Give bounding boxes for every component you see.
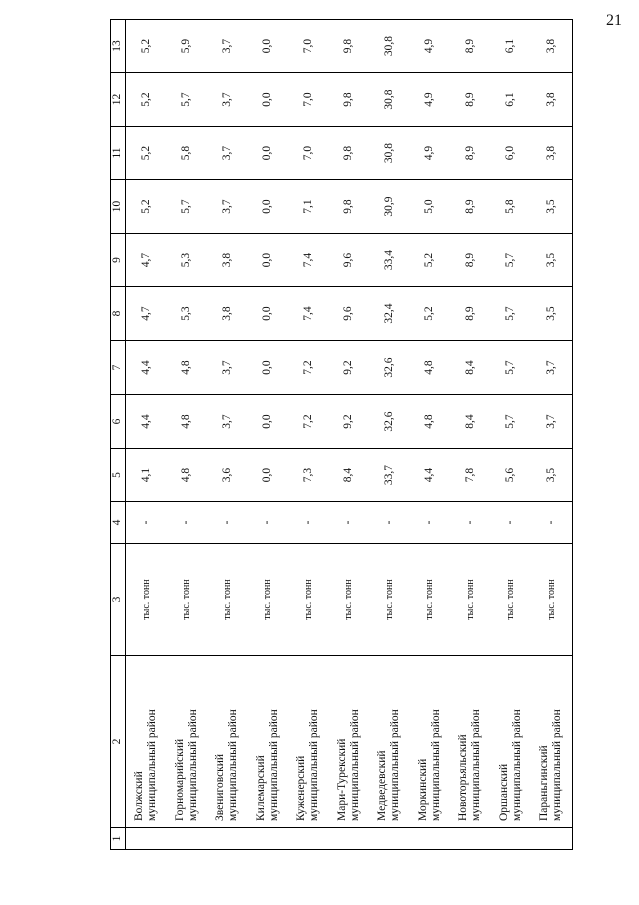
value-cell: 5,7: [491, 395, 532, 449]
value-cell: 8,9: [450, 287, 491, 341]
value-cell: 4,8: [410, 341, 451, 395]
dash-cell: -: [491, 502, 532, 544]
district-type: муниципальный район: [510, 709, 523, 821]
unit-cell: тыс. тонн: [531, 544, 572, 656]
value-cell: 8,9: [450, 180, 491, 234]
value-cell: 5,2: [126, 127, 167, 180]
district-type: муниципальный район: [551, 709, 564, 821]
district-name-cell: [207, 656, 248, 828]
dash-cell: -: [248, 502, 289, 544]
district-name: Медведевский: [376, 750, 389, 821]
value-cell: 0,0: [248, 341, 289, 395]
value-cell: 32,6: [369, 341, 410, 395]
unit-cell: тыс. тонн: [126, 544, 167, 656]
unit-cell: тыс. тонн: [207, 544, 248, 656]
table-row: [369, 20, 410, 850]
value-cell: 33,4: [369, 234, 410, 287]
district-name-cell: [288, 656, 329, 828]
value-cell: 7,4: [288, 234, 329, 287]
dash-cell: -: [329, 502, 370, 544]
value-cell: 5,7: [491, 341, 532, 395]
row-index-cell: [167, 828, 208, 850]
value-cell: 5,9: [167, 20, 208, 73]
dash-cell: -: [450, 502, 491, 544]
district-name-cell: [531, 656, 572, 828]
value-cell: 9,2: [329, 395, 370, 449]
value-cell: 4,4: [126, 395, 167, 449]
value-cell: 5,6: [491, 449, 532, 502]
value-cell: 0,0: [248, 234, 289, 287]
value-cell: 5,0: [410, 180, 451, 234]
value-cell: 32,4: [369, 287, 410, 341]
district-name-cell: [248, 656, 289, 828]
header-cell: 2: [111, 656, 126, 828]
value-cell: 9,8: [329, 73, 370, 127]
row-index-cell: [207, 828, 248, 850]
value-cell: 5,7: [491, 287, 532, 341]
header-cell: 8: [111, 287, 126, 341]
value-cell: 3,7: [207, 395, 248, 449]
table-row: [450, 20, 491, 850]
page-number: 21: [606, 12, 622, 29]
district-name-cell: [167, 656, 208, 828]
value-cell: 7,0: [288, 127, 329, 180]
dash-cell: -: [126, 502, 167, 544]
value-cell: 7,2: [288, 341, 329, 395]
value-cell: 3,7: [531, 341, 572, 395]
value-cell: 5,8: [491, 180, 532, 234]
value-cell: 3,7: [207, 20, 248, 73]
value-cell: 5,3: [167, 234, 208, 287]
value-cell: 3,8: [531, 73, 572, 127]
row-index-cell: [126, 828, 167, 850]
district-name: Параньгинский: [538, 745, 551, 821]
row-index-cell: [491, 828, 532, 850]
rotated-table-container: [110, 20, 627, 850]
value-cell: 5,7: [491, 234, 532, 287]
value-cell: 3,7: [531, 395, 572, 449]
value-cell: 7,2: [288, 395, 329, 449]
value-cell: 5,2: [126, 180, 167, 234]
district-name-cell: [450, 656, 491, 828]
district-name-cell: [491, 656, 532, 828]
value-cell: 4,8: [167, 449, 208, 502]
value-cell: 3,8: [531, 127, 572, 180]
district-name: Моркинский: [416, 758, 429, 821]
table-row: [288, 20, 329, 850]
value-cell: 3,5: [531, 287, 572, 341]
value-cell: 5,2: [126, 73, 167, 127]
value-cell: 4,8: [410, 395, 451, 449]
data-table: [110, 19, 573, 850]
value-cell: 7,8: [450, 449, 491, 502]
table-row: [126, 20, 167, 850]
district-name-cell: [126, 656, 167, 828]
unit-cell: тыс. тонн: [167, 544, 208, 656]
value-cell: 9,6: [329, 287, 370, 341]
value-cell: 3,7: [207, 180, 248, 234]
dash-cell: -: [288, 502, 329, 544]
value-cell: 3,8: [531, 20, 572, 73]
unit-cell: тыс. тонн: [450, 544, 491, 656]
value-cell: 7,1: [288, 180, 329, 234]
district-name: Оршанский: [497, 763, 510, 821]
value-cell: 0,0: [248, 449, 289, 502]
dash-cell: -: [531, 502, 572, 544]
district-name-cell: [369, 656, 410, 828]
value-cell: 8,9: [450, 127, 491, 180]
district-name: Звениговский: [214, 753, 227, 821]
dash-cell: -: [369, 502, 410, 544]
table-row: [167, 20, 208, 850]
value-cell: 33,7: [369, 449, 410, 502]
value-cell: 9,8: [329, 127, 370, 180]
district-type: муниципальный район: [389, 709, 402, 821]
value-cell: 30,9: [369, 180, 410, 234]
district-name-cell: [410, 656, 451, 828]
value-cell: 3,7: [207, 127, 248, 180]
value-cell: 3,6: [207, 449, 248, 502]
value-cell: 9,6: [329, 234, 370, 287]
table-row: [410, 20, 451, 850]
header-row: [111, 20, 126, 850]
row-index-cell: [531, 828, 572, 850]
header-cell: 10: [111, 180, 126, 234]
value-cell: 7,4: [288, 287, 329, 341]
value-cell: 0,0: [248, 180, 289, 234]
row-index-cell: [369, 828, 410, 850]
unit-cell: тыс. тонн: [491, 544, 532, 656]
district-type: муниципальный район: [308, 709, 321, 821]
row-index-cell: [329, 828, 370, 850]
value-cell: 5,8: [167, 127, 208, 180]
value-cell: 0,0: [248, 287, 289, 341]
district-name: Новоторъяльский: [457, 734, 470, 821]
value-cell: 8,9: [450, 20, 491, 73]
row-index-cell: [410, 828, 451, 850]
district-type: муниципальный район: [227, 709, 240, 821]
header-cell: 11: [111, 127, 126, 180]
district-type: муниципальный район: [470, 709, 483, 821]
value-cell: 0,0: [248, 73, 289, 127]
row-index-cell: [248, 828, 289, 850]
row-index-cell: [450, 828, 491, 850]
value-cell: 9,8: [329, 20, 370, 73]
district-type: муниципальный район: [429, 709, 442, 821]
value-cell: 3,8: [207, 287, 248, 341]
district-type: муниципальный район: [348, 709, 361, 821]
unit-cell: тыс. тонн: [329, 544, 370, 656]
value-cell: 5,2: [126, 20, 167, 73]
header-cell: 6: [111, 395, 126, 449]
row-index-cell: [288, 828, 329, 850]
value-cell: 5,2: [410, 287, 451, 341]
value-cell: 8,4: [450, 395, 491, 449]
header-cell: 13: [111, 20, 126, 73]
value-cell: 3,5: [531, 180, 572, 234]
value-cell: 8,4: [450, 341, 491, 395]
value-cell: 3,7: [207, 73, 248, 127]
value-cell: 4,7: [126, 234, 167, 287]
value-cell: 4,4: [126, 341, 167, 395]
value-cell: 0,0: [248, 20, 289, 73]
value-cell: 4,8: [167, 395, 208, 449]
table-row: [207, 20, 248, 850]
district-type: муниципальный район: [267, 709, 280, 821]
value-cell: 5,3: [167, 287, 208, 341]
value-cell: 0,0: [248, 395, 289, 449]
value-cell: 8,9: [450, 73, 491, 127]
table-row: [248, 20, 289, 850]
unit-cell: тыс. тонн: [288, 544, 329, 656]
table-row: [531, 20, 572, 850]
district-name: Волжский: [133, 771, 146, 821]
value-cell: 9,2: [329, 341, 370, 395]
value-cell: 8,9: [450, 234, 491, 287]
value-cell: 4,9: [410, 127, 451, 180]
dash-cell: -: [167, 502, 208, 544]
value-cell: 8,4: [329, 449, 370, 502]
table-row: [491, 20, 532, 850]
value-cell: 4,4: [410, 449, 451, 502]
value-cell: 4,9: [410, 20, 451, 73]
table-row: [329, 20, 370, 850]
district-name-cell: [329, 656, 370, 828]
district-name: Килемарский: [254, 755, 267, 821]
value-cell: 6,1: [491, 73, 532, 127]
unit-cell: тыс. тонн: [369, 544, 410, 656]
value-cell: 9,8: [329, 180, 370, 234]
value-cell: 7,3: [288, 449, 329, 502]
value-cell: 4,9: [410, 73, 451, 127]
value-cell: 7,0: [288, 73, 329, 127]
district-name: Горномарийский: [173, 738, 186, 821]
header-cell: 5: [111, 449, 126, 502]
header-cell: 9: [111, 234, 126, 287]
value-cell: 4,7: [126, 287, 167, 341]
header-cell: 7: [111, 341, 126, 395]
unit-cell: тыс. тонн: [410, 544, 451, 656]
district-name: Куженерский: [295, 755, 308, 821]
value-cell: 6,0: [491, 127, 532, 180]
district-type: муниципальный район: [186, 709, 199, 821]
value-cell: 30,8: [369, 73, 410, 127]
header-cell: 3: [111, 544, 126, 656]
header-cell: 4: [111, 502, 126, 544]
value-cell: 30,8: [369, 20, 410, 73]
dash-cell: -: [207, 502, 248, 544]
value-cell: 0,0: [248, 127, 289, 180]
dash-cell: -: [410, 502, 451, 544]
value-cell: 3,8: [207, 234, 248, 287]
value-cell: 5,7: [167, 73, 208, 127]
unit-cell: тыс. тонн: [248, 544, 289, 656]
value-cell: 32,6: [369, 395, 410, 449]
value-cell: 3,5: [531, 234, 572, 287]
district-type: муниципальный район: [146, 709, 159, 821]
value-cell: 7,0: [288, 20, 329, 73]
value-cell: 5,7: [167, 180, 208, 234]
value-cell: 30,8: [369, 127, 410, 180]
value-cell: 3,5: [531, 449, 572, 502]
value-cell: 5,2: [410, 234, 451, 287]
value-cell: 3,7: [207, 341, 248, 395]
value-cell: 4,8: [167, 341, 208, 395]
value-cell: 4,1: [126, 449, 167, 502]
district-name: Мари-Турекский: [335, 738, 348, 821]
header-cell: 1: [111, 828, 126, 850]
header-cell: 12: [111, 73, 126, 127]
value-cell: 6,1: [491, 20, 532, 73]
